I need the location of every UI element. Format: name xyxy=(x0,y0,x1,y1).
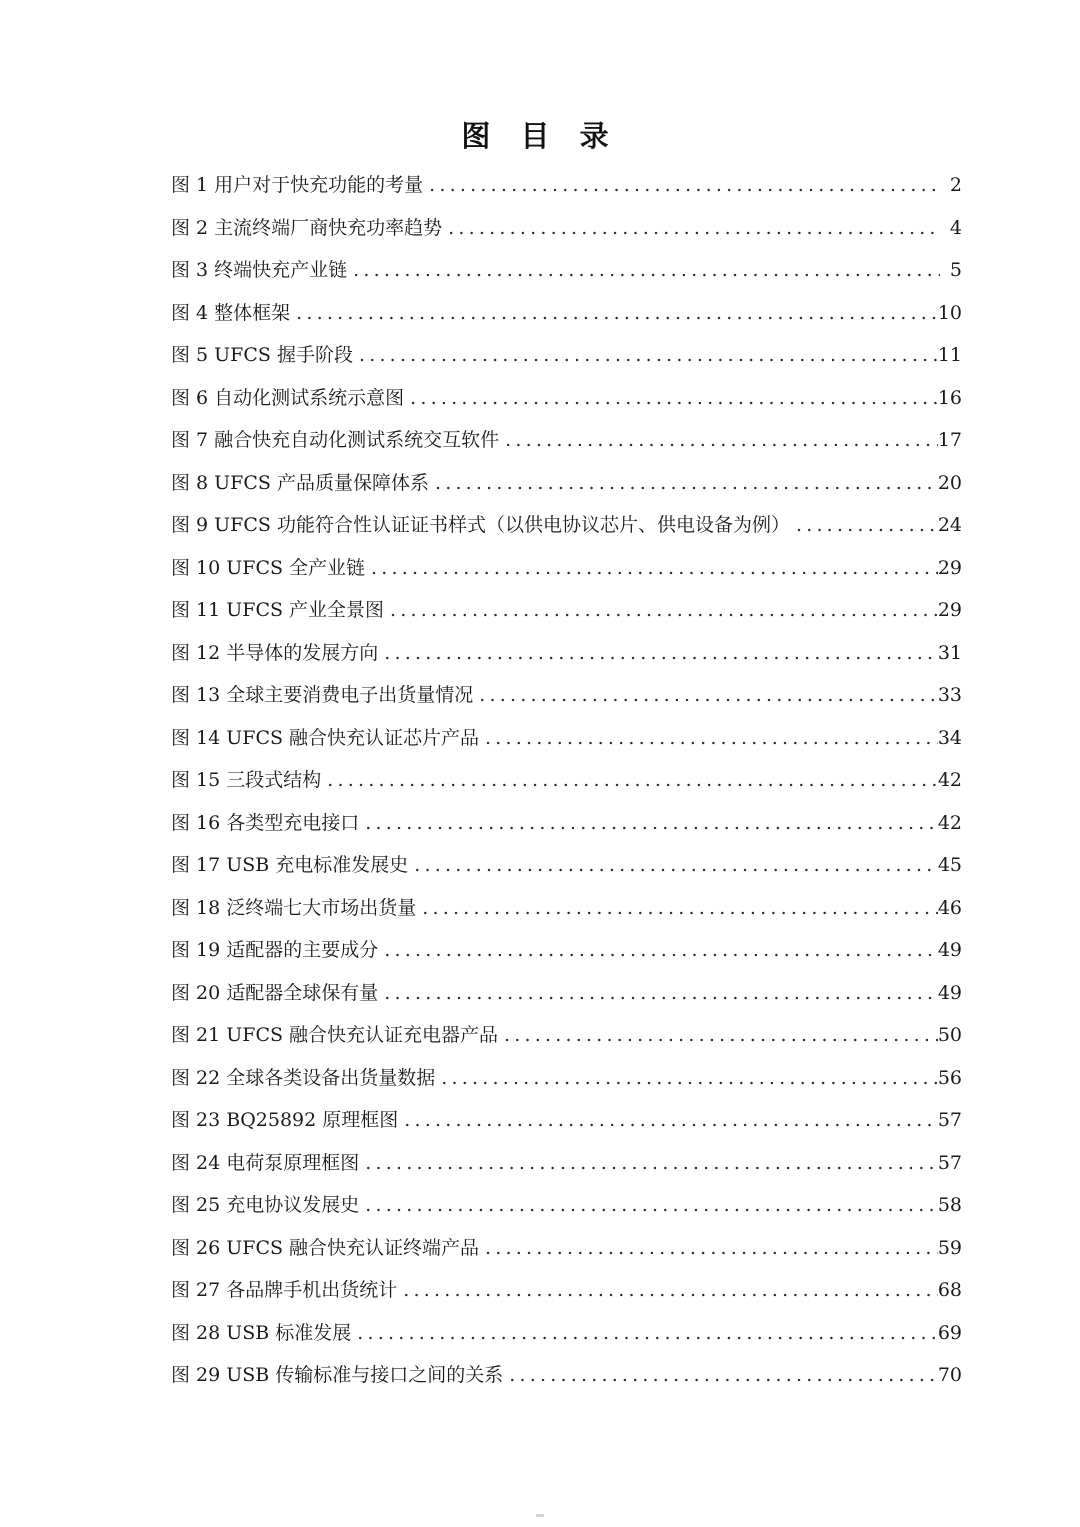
toc-entry-page-number: 45 xyxy=(937,854,962,876)
toc-dot-leader xyxy=(367,547,938,590)
toc-entry-label: 图 16 各类型充电接口 xyxy=(171,811,360,834)
toc-entry-page-number: 57 xyxy=(937,1109,962,1131)
toc-entry[interactable] xyxy=(171,972,962,1015)
toc-entry[interactable] xyxy=(171,674,962,717)
toc-dot-leader xyxy=(431,462,938,505)
toc-entry[interactable] xyxy=(171,419,962,462)
toc-entry[interactable] xyxy=(171,1142,962,1185)
toc-dot-leader xyxy=(361,1184,938,1227)
toc-entry-label: 图 29 USB 传输标准与接口之间的关系 xyxy=(171,1364,504,1386)
toc-dot-leader xyxy=(505,1354,938,1397)
toc-dot-leader xyxy=(380,972,938,1015)
toc-entry[interactable] xyxy=(171,802,962,845)
toc-entry-page-number: 2 xyxy=(949,174,962,196)
toc-dot-leader xyxy=(500,1014,938,1057)
toc-entry[interactable] xyxy=(171,717,962,760)
toc-entry-page-number: 49 xyxy=(937,981,962,1004)
page-footer-mark xyxy=(536,1514,544,1517)
toc-entry-page-number: 29 xyxy=(937,556,962,579)
toc-entry-label: 图 22 全球各类设备出货量数据 xyxy=(171,1066,436,1089)
toc-entry-label: 图 28 USB 标准发展 xyxy=(171,1321,352,1344)
toc-dot-leader xyxy=(792,504,938,547)
toc-entry[interactable] xyxy=(171,249,962,292)
toc-entry-label: 图 15 三段式结构 xyxy=(171,769,322,791)
toc-dot-leader xyxy=(349,249,940,292)
toc-entry-label: 图 25 充电协议发展史 xyxy=(171,1194,360,1216)
toc-entry-page-number: 5 xyxy=(949,259,962,281)
toc-entry-page-number: 42 xyxy=(937,769,962,791)
toc-dot-leader xyxy=(418,887,938,930)
page-title: 图 目 录 xyxy=(461,119,619,153)
toc-dot-leader xyxy=(481,717,938,760)
toc-entry-page-number: 56 xyxy=(937,1066,962,1089)
toc-entry-label: 图 12 半导体的发展方向 xyxy=(171,641,379,664)
toc-entry[interactable] xyxy=(171,1227,962,1270)
toc-entry[interactable] xyxy=(171,1014,962,1057)
toc-entry-label: 图 20 适配器全球保有量 xyxy=(171,981,379,1004)
toc-entry-page-number: 20 xyxy=(937,471,962,494)
toc-entry-label: 图 26 UFCS 融合快充认证终端产品 xyxy=(171,1236,480,1259)
toc-entry-label: 图 17 USB 充电标准发展史 xyxy=(171,854,409,876)
toc-entry-page-number: 24 xyxy=(937,514,962,536)
toc-dot-leader xyxy=(481,1227,938,1270)
toc-entry-label: 图 2 主流终端厂商快充功率趋势 xyxy=(171,216,443,239)
toc-entry-page-number: 70 xyxy=(937,1364,962,1386)
toc-entry-label: 图 1 用户对于快充功能的考量 xyxy=(171,174,424,196)
toc-dot-leader xyxy=(292,292,938,335)
toc-entry[interactable] xyxy=(171,1184,962,1227)
toc-dot-leader xyxy=(437,1057,938,1100)
toc-entry[interactable] xyxy=(171,207,962,250)
toc-dot-leader xyxy=(361,802,938,845)
toc-entry[interactable] xyxy=(171,929,962,972)
toc-dot-leader xyxy=(475,674,938,717)
toc-entry-page-number: 4 xyxy=(949,216,962,239)
toc-entry[interactable] xyxy=(171,504,962,547)
toc-entry-page-number: 17 xyxy=(937,429,962,451)
toc-dot-leader xyxy=(386,589,938,632)
toc-entry-page-number: 50 xyxy=(937,1024,962,1046)
table-of-figures xyxy=(171,164,962,1397)
toc-entry-page-number: 11 xyxy=(937,344,962,366)
toc-dot-leader xyxy=(444,207,940,250)
toc-entry-page-number: 31 xyxy=(937,641,962,664)
toc-entry-label: 图 18 泛终端七大市场出货量 xyxy=(171,896,417,919)
toc-entry[interactable] xyxy=(171,589,962,632)
toc-entry-page-number: 10 xyxy=(937,301,962,324)
toc-entry-page-number: 49 xyxy=(937,939,962,961)
toc-entry-label: 图 10 UFCS 全产业链 xyxy=(171,556,366,579)
toc-dot-leader xyxy=(399,1269,938,1312)
toc-entry-page-number: 29 xyxy=(937,599,962,621)
toc-entry[interactable] xyxy=(171,377,962,420)
toc-dot-leader xyxy=(400,1099,938,1142)
toc-entry-page-number: 46 xyxy=(937,896,962,919)
toc-dot-leader xyxy=(410,844,938,887)
toc-entry[interactable] xyxy=(171,547,962,590)
toc-entry-label: 图 6 自动化测试系统示意图 xyxy=(171,386,405,409)
toc-entry-page-number: 42 xyxy=(937,811,962,834)
toc-entry-label: 图 19 适配器的主要成分 xyxy=(171,939,379,961)
toc-entry[interactable] xyxy=(171,632,962,675)
toc-entry[interactable] xyxy=(171,759,962,802)
toc-dot-leader xyxy=(355,334,938,377)
toc-entry[interactable] xyxy=(171,1269,962,1312)
toc-entry-label: 图 8 UFCS 产品质量保障体系 xyxy=(171,471,429,494)
toc-entry-page-number: 57 xyxy=(937,1151,962,1174)
toc-dot-leader xyxy=(380,632,938,675)
toc-entry[interactable] xyxy=(171,462,962,505)
toc-entry-page-number: 69 xyxy=(937,1321,962,1344)
toc-entry-label: 图 4 整体框架 xyxy=(171,301,291,324)
toc-entry-label: 图 24 电荷泵原理框图 xyxy=(171,1151,360,1174)
toc-dot-leader xyxy=(501,419,938,462)
toc-entry-label: 图 7 融合快充自动化测试系统交互软件 xyxy=(171,429,500,451)
toc-dot-leader xyxy=(361,1142,938,1185)
toc-entry-page-number: 33 xyxy=(937,684,962,706)
toc-entry-label: 图 5 UFCS 握手阶段 xyxy=(171,344,353,366)
toc-entry-page-number: 58 xyxy=(937,1194,962,1216)
toc-entry-label: 图 27 各品牌手机出货统计 xyxy=(171,1279,398,1301)
toc-entry[interactable] xyxy=(171,292,962,335)
toc-dot-leader xyxy=(353,1312,938,1355)
toc-entry-page-number: 59 xyxy=(937,1236,962,1259)
toc-entry[interactable] xyxy=(171,1057,962,1100)
toc-entry[interactable] xyxy=(171,164,962,207)
toc-dot-leader xyxy=(323,759,938,802)
toc-dot-leader xyxy=(425,164,940,207)
toc-entry[interactable] xyxy=(171,844,962,887)
toc-entry[interactable] xyxy=(171,1099,962,1142)
toc-dot-leader xyxy=(406,377,938,420)
toc-entry-label: 图 11 UFCS 产业全景图 xyxy=(171,599,385,621)
toc-entry[interactable] xyxy=(171,887,962,930)
toc-entry-label: 图 14 UFCS 融合快充认证芯片产品 xyxy=(171,726,480,749)
toc-entry-label: 图 3 终端快充产业链 xyxy=(171,259,348,281)
toc-entry-label: 图 21 UFCS 融合快充认证充电器产品 xyxy=(171,1024,499,1046)
toc-entry-label: 图 13 全球主要消费电子出货量情况 xyxy=(171,684,474,706)
toc-entry[interactable] xyxy=(171,1312,962,1355)
toc-entry-page-number: 16 xyxy=(937,386,962,409)
toc-entry-page-number: 34 xyxy=(937,726,962,749)
toc-entry-page-number: 68 xyxy=(937,1279,962,1301)
toc-entry-label: 图 23 BQ25892 原理框图 xyxy=(171,1109,399,1131)
toc-entry[interactable] xyxy=(171,1354,962,1397)
toc-dot-leader xyxy=(380,929,938,972)
toc-entry[interactable] xyxy=(171,334,962,377)
toc-entry-label: 图 9 UFCS 功能符合性认证证书样式（以供电协议芯片、供电设备为例） xyxy=(171,514,790,536)
